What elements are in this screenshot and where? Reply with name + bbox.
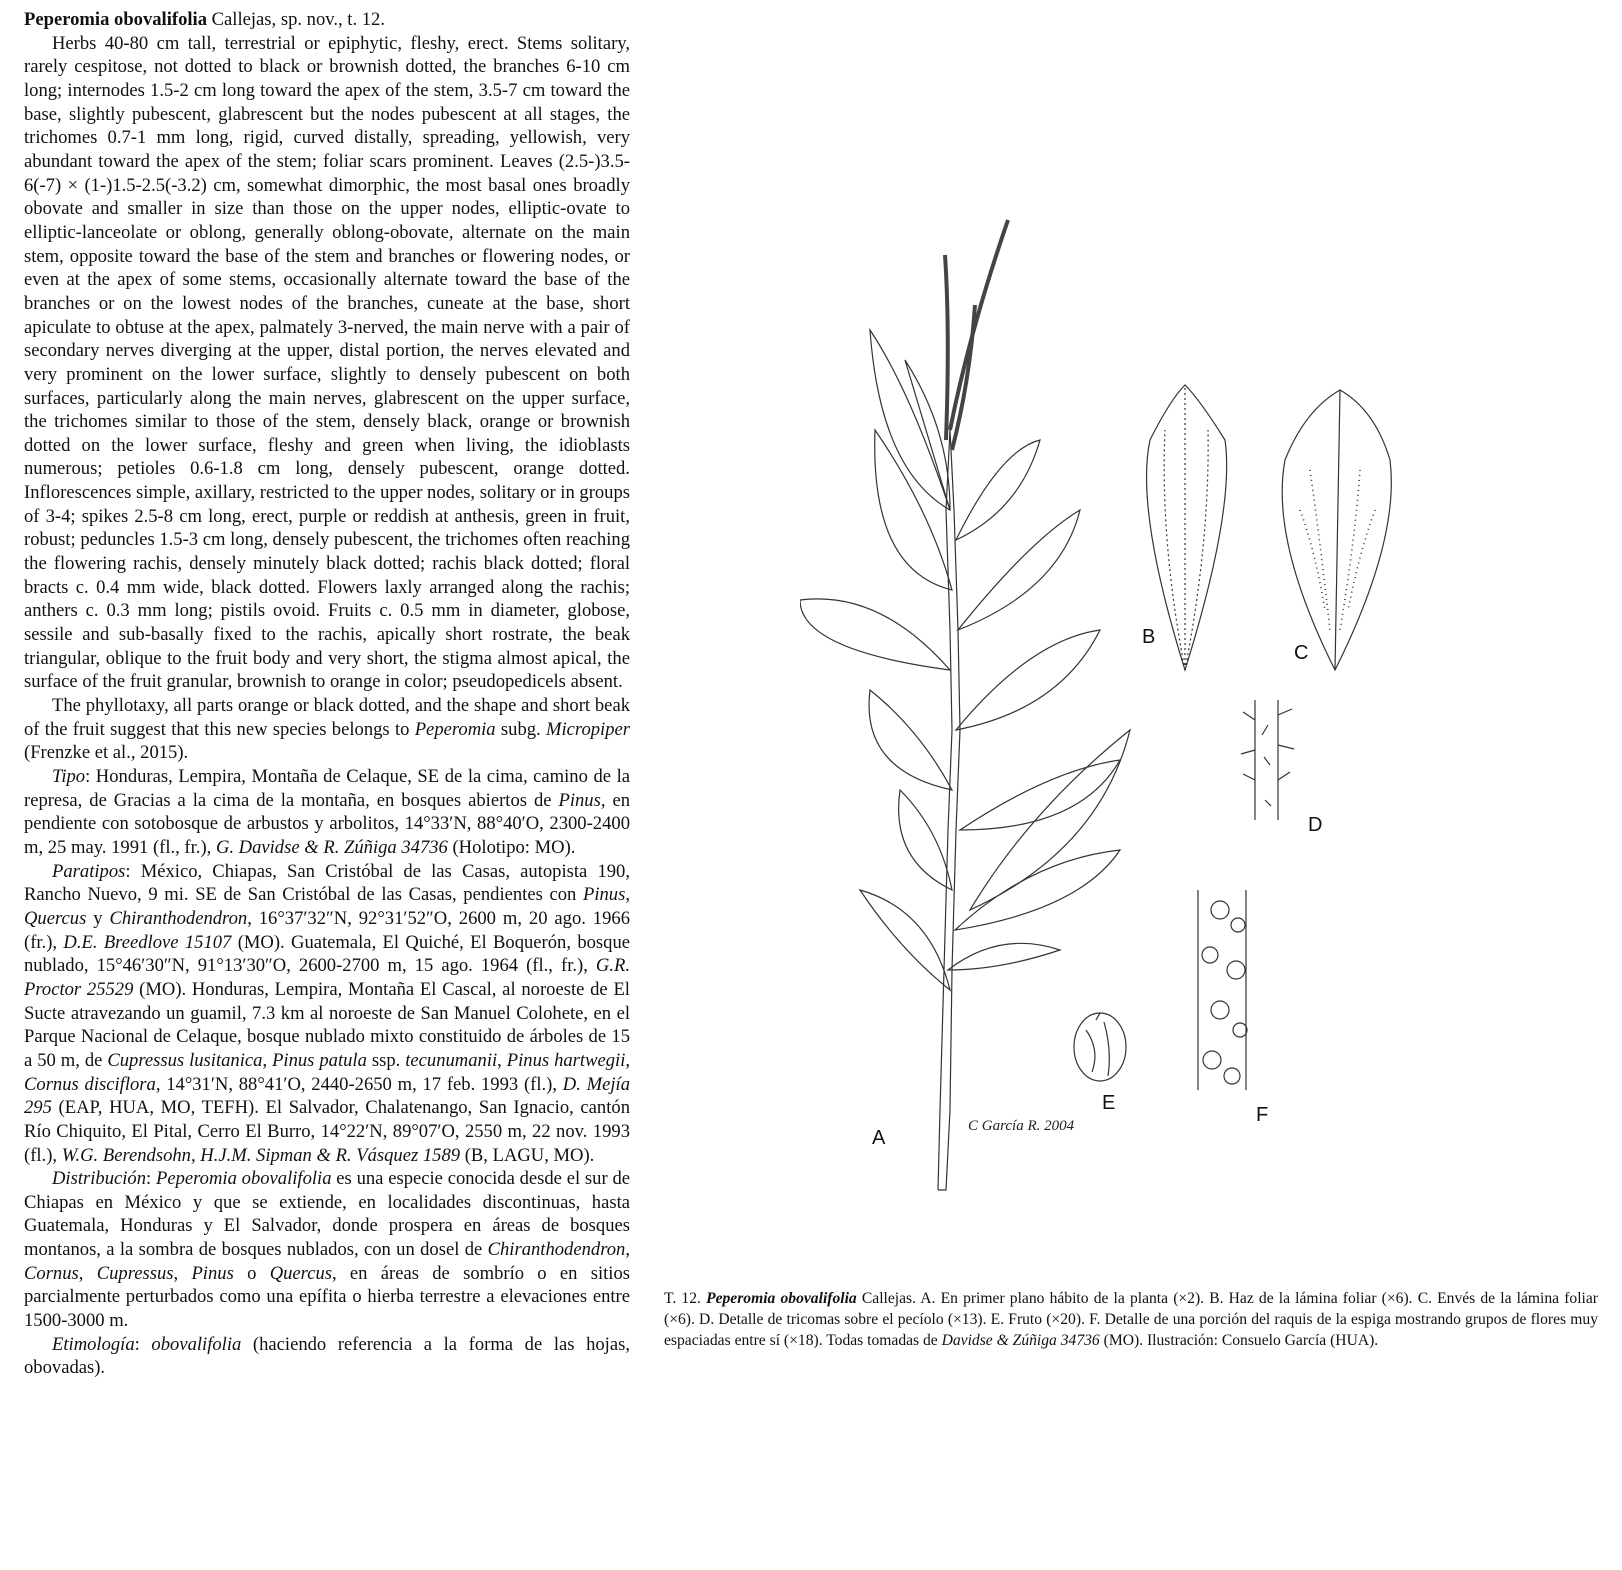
distribucion-text: o (233, 1262, 270, 1284)
collector-name: G. Davidse & R. Zúñiga 34736 (215, 836, 448, 858)
etimologia-text: (haciendo referencia a la forma de las hojas, obovadas). (24, 1333, 630, 1379)
paratipos-text: , (497, 1049, 507, 1071)
distribucion-text: : (146, 1168, 156, 1190)
paratipos-paragraph (24, 860, 630, 1168)
taxon-name: Cornus (24, 1262, 79, 1284)
paratipos-text: (B, LAGU, MO). (460, 1144, 595, 1166)
distribucion-text: , (173, 1262, 192, 1284)
distribucion-paragraph (24, 1167, 630, 1333)
distribucion-text: , en áreas de sombrío o en sitios parcialmente perturbados como una epífita o hierba terrestre a elevaciones entre 1500-3000 m. (24, 1262, 630, 1332)
tipo-paragraph (24, 765, 630, 860)
distribucion-text: es una especie conocida desde el sur de Chiapas en México y que se extiende, en localidades discontinuas, hasta Guatemala, Honduras y El Salvador, donde prospera en áreas de bosques montanos, a la sombra de bosques nublados, con un dosel de (24, 1168, 630, 1261)
collector-name: D.E. Breedlove 15107 (63, 931, 232, 953)
taxon-name: Cornus disciflora (24, 1073, 156, 1095)
species-name: Peperomia obovalifolia (155, 1168, 332, 1190)
paratipos-text: y (86, 907, 110, 929)
caption-body: Callejas. A. En primer plano hábito de la planta (×2). B. Haz de la lámina foliar (×6). C. Envés de la lámina foliar (×6). D. Detalle de tricomas sobre el pecíolo (×13). E. Fruto (×20). F. Detalle de una porción del raquis de la espiga mostrando grupos de flores muy espaciadas entre sí (×18). Todas tomadas de (664, 1290, 1598, 1349)
plant-habit-drawing (800, 220, 1130, 1190)
paratipos-label: Paratipos (52, 860, 126, 882)
distribucion-text: , (625, 1239, 630, 1261)
figure-label-f: F (1256, 1104, 1269, 1126)
tipo-label: Tipo (52, 766, 86, 787)
taxon-name: Cupressus lusitanica (107, 1049, 263, 1071)
figure-label-c: C (1294, 642, 1309, 664)
phyllotaxy-text: (Frenzke et al., 2015). (24, 742, 189, 764)
tipo-text: (Holotipo: MO). (447, 836, 576, 858)
plate-drawing (800, 210, 1620, 1220)
taxon-name: Pinus (582, 884, 626, 906)
taxon-name: Quercus (24, 907, 87, 929)
species-name: Peperomia obovalifolia (24, 9, 207, 30)
epithet-name: obovalifolia (151, 1333, 242, 1355)
caption-text (664, 1288, 1598, 1351)
leaf-lower-surface-drawing (1282, 390, 1391, 670)
paratipos-text: (MO). Honduras, Lempira, Montaña El Cascal, al noroeste de El Sucte atravezando un guamil, 7.3 km al noroeste de San Manuel Colohete, en el Parque Nacional de Celaque, bosque nublado mixto constituido de árboles de 15 a 50 m, de (24, 978, 630, 1071)
taxon-name: Pinus (558, 789, 601, 811)
taxon-name: tecunumanii (405, 1049, 498, 1071)
phyllotaxy-text: The phyllotaxy, all parts orange or black dotted, and the shape and short beak of the fruit suggest that this new species belongs to (24, 695, 630, 740)
phyllotaxy-text: subg. (495, 718, 546, 740)
paratipos-text: ssp. (366, 1049, 406, 1071)
species-author: Callejas, sp. nov., t. 12. (207, 9, 386, 30)
paratipos-text: , (262, 1049, 273, 1071)
subgenus-name: Micropiper (545, 718, 630, 740)
species-heading-paragraph (24, 8, 630, 694)
taxon-name: Quercus (269, 1262, 332, 1284)
paratipos-text: , (625, 884, 630, 906)
paratipos-text: , (625, 1049, 631, 1071)
caption-species-name: Peperomia obovalifolia (706, 1290, 857, 1307)
trichome-detail-drawing (1241, 700, 1294, 820)
etimologia-paragraph (24, 1333, 630, 1380)
botanical-illustration-plate (800, 210, 1620, 1220)
taxon-name: Chiranthodendron (487, 1239, 626, 1261)
taxon-name: Pinus patula (272, 1049, 367, 1071)
paratipos-text: (MO). Guatemala, El Quiché, El Boquerón, bosque nublado, 15°46′30″N, 91°13′30″O, 2600-2700 m, 15 ago. 1964 (fl., fr.), (24, 931, 630, 977)
paratipos-text: (EAP, HUA, MO, TEFH). El Salvador, Chalatenango, San Ignacio, cantón Río Chiquito, El Pital, Cerro El Burro, 14°22′N, 89°07′O, 2550 m, 22 nov. 1993 (fl.), (24, 1097, 630, 1166)
figure-label-d: D (1308, 814, 1323, 836)
etimologia-label: Etimología (52, 1333, 135, 1355)
tipo-text: , en pendiente con sotobosque de arbustos y arbolitos, 14°33′N, 88°40′O, 2300-2400 m, 25 may. 1991 (fl., fr.), (24, 789, 630, 858)
collector-name: G.R. Proctor 25529 (24, 955, 630, 1000)
genus-name: Peperomia (414, 718, 496, 740)
phyllotaxy-paragraph (24, 694, 630, 765)
rachis-detail-drawing (1198, 890, 1247, 1090)
collector-name: W.G. Berendsohn, H.J.M. Sipman & R. Vásquez 1589 (61, 1144, 461, 1166)
paratipos-text: : México, Chiapas, San Cristóbal de las Casas, autopista 190, Rancho Nuevo, 9 mi. SE de San Cristóbal de las Casas, pendientes con (24, 860, 630, 906)
caption-collector-name: Davidse & Zúñiga 34736 (941, 1332, 1100, 1349)
figure-label-b: B (1142, 626, 1156, 648)
article-text (24, 8, 630, 1380)
illustrator-signature: C García R. 2004 (968, 1118, 1075, 1134)
taxon-name: Pinus hartwegii (506, 1049, 626, 1071)
caption-label: T. 12. (664, 1290, 707, 1307)
fruit-drawing (1074, 1013, 1126, 1081)
etimologia-text: : (134, 1333, 152, 1355)
figure-label-a: A (872, 1127, 886, 1149)
distribucion-label: Distribución (52, 1168, 147, 1190)
caption-credit: (MO). Ilustración: Consuelo García (HUA). (1099, 1332, 1379, 1349)
tipo-text: : Honduras, Lempira, Montaña de Celaque, SE de la cima, camino de la represa, de Gracias a la cima de la montaña, en bosques abiertos de (24, 766, 630, 811)
paratipos-text: , 16°37′32″N, 92°31′52″O, 2600 m, 20 ago. 1966 (fr.), (24, 907, 630, 953)
taxon-name: Pinus (191, 1262, 234, 1284)
paratipos-text: , 14°31′N, 88°41′O, 2440-2650 m, 17 feb. 1993 (fl.), (155, 1073, 563, 1095)
collector-name: D. Mejía 295 (24, 1073, 630, 1119)
figure-caption (664, 1288, 1598, 1351)
taxon-name: Chiranthodendron (109, 907, 248, 929)
description-text: Herbs 40-80 cm tall, terrestrial or epiphytic, fleshy, erect. Stems solitary, rarely cespitose, not dotted to black or brownish dotted, the branches 6-10 cm long; internodes 1.5-2 cm long toward the apex of the stem, 3.5-7 cm toward the base, slightly pubescent, glabrescent but the nodes pubescent at all stages, the trichomes 0.7-1 mm long, rigid, curved distally, spreading, yellowish, very abundant toward the apex of the stem; foliar scars prominent. Leaves (2.5-)3.5-6(-7) × (1-)1.5-2.5(-3.2) cm, somewhat dimorphic, the most basal ones broadly obovate and smaller in size than those on the upper nodes, elliptic-ovate to elliptic-lanceolate or oblong, generally oblong-obovate, alternate on the main stem, opposite toward the base of the stem and branches or flowering nodes, or even at the apex of some stems, occasionally alternate toward the base of the branches or on the lowest nodes of the branches, cuneate at the base, short apiculate to obtuse at the apex, palmately 3-nerved, the main nerve with a pair of secondary nerves diverging at the upper, distal portion, the nerves elevated and very prominent on the lower surface, slightly to densely pubescent on both surfaces, particularly along the main nerves, glabrescent on the upper surface, the trichomes similar to those of the stem, densely black, orange or brownish dotted on the lower surface, fleshy and green when living, the idioblasts numerous; petioles 0.6-1.8 cm long, densely pubescent, orange dotted. Inflorescences simple, axillary, restricted to the upper nodes, solitary or in groups of 3-4; spikes 2.5-8 cm long, erect, purple or reddish at anthesis, green in fruit, robust; peduncles 1.5-3 cm long, densely pubescent, the trichomes often reaching the flowering rachis, densely minutely black dotted; rachis black dotted; floral bracts c. 0.4 mm wide, black dotted. Flowers laxly arranged along the rachis; anthers c. 0.3 mm long; pistils ovoid. Fruits c. 0.5 mm in diameter, globose, sessile and sub-basally fixed to the rachis, apically short rostrate, the beak triangular, oblique to the fruit body and very short, the stigma almost apical, the surface of the fruit granular, brownish to orange in color; pseudopedicels absent. (24, 32, 631, 693)
taxon-name: Cupressus (96, 1262, 174, 1284)
distribucion-text: , (78, 1262, 97, 1284)
figure-label-e: E (1102, 1092, 1116, 1114)
leaf-upper-surface-drawing (1147, 385, 1227, 670)
